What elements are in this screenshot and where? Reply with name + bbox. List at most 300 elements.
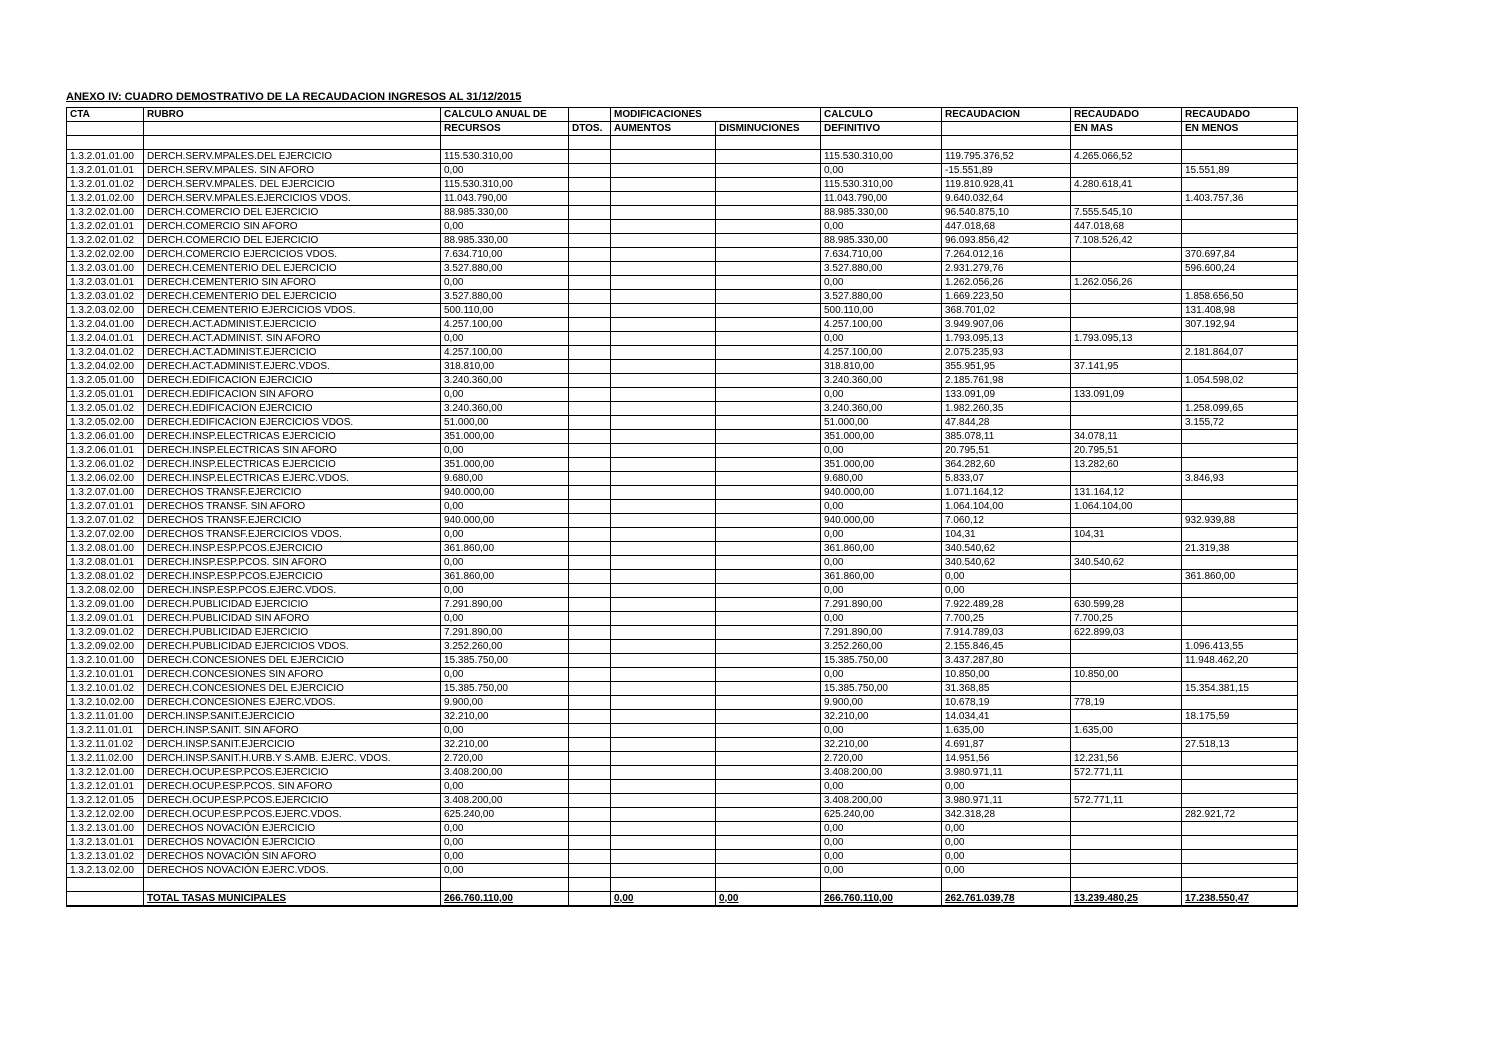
cell-recaudado_en_mas: 131.164,12 bbox=[1071, 486, 1182, 500]
cell-recaudado_en_menos bbox=[1182, 388, 1298, 402]
cell-rubro: DERECH.EDIFICACION EJERCICIO bbox=[144, 402, 441, 416]
cell-recaudado_en_mas: 12.231,56 bbox=[1071, 752, 1182, 766]
cell-calculo_anual_recursos: 3.408.200,00 bbox=[441, 766, 569, 780]
cell-calculo_anual_recursos: 500.110,00 bbox=[441, 304, 569, 318]
cell-aumentos bbox=[611, 486, 716, 500]
cell-recaudacion: 1.064.104,00 bbox=[942, 500, 1071, 514]
table-row bbox=[67, 500, 1298, 514]
cell-aumentos bbox=[611, 192, 716, 206]
cell-disminuciones bbox=[716, 178, 821, 192]
cell-disminuciones bbox=[716, 822, 821, 836]
cell-cta: 1.3.2.13.02.00 bbox=[67, 864, 144, 878]
cell-rubro: DERECH.CONCESIONES EJERC.VDOS. bbox=[144, 696, 441, 710]
cell-calculo_anual_recursos: 940.000,00 bbox=[441, 514, 569, 528]
cell-disminuciones bbox=[716, 864, 821, 878]
cell-recaudacion: 7.700,25 bbox=[942, 612, 1071, 626]
cell-recaudado_en_menos bbox=[1182, 584, 1298, 598]
cell-calculo_definitivo: 4.257.100,00 bbox=[821, 318, 942, 332]
table-row bbox=[67, 220, 1298, 234]
cell-recaudado_en_menos: 932.939,88 bbox=[1182, 514, 1298, 528]
cell-dtos bbox=[569, 500, 611, 514]
cell-cta: 1.3.2.09.01.01 bbox=[67, 612, 144, 626]
cell-rubro: DERCH.SERV.MPALES.EJERCICIOS VDOS. bbox=[144, 192, 441, 206]
cell-calculo_definitivo: 0,00 bbox=[821, 780, 942, 794]
cell-recaudacion: 14.034,41 bbox=[942, 710, 1071, 724]
cell-calculo_anual_recursos: 0,00 bbox=[441, 500, 569, 514]
cell-calculo_anual_recursos: 3.240.360,00 bbox=[441, 402, 569, 416]
cell-recaudado_en_menos bbox=[1182, 626, 1298, 640]
cell-cta: 1.3.2.02.02.00 bbox=[67, 248, 144, 262]
cell-calculo_anual_recursos: 625.240,00 bbox=[441, 808, 569, 822]
cell-aumentos bbox=[611, 570, 716, 584]
cell-recaudacion: 385.078,11 bbox=[942, 430, 1071, 444]
cell-cta: 1.3.2.11.01.02 bbox=[67, 738, 144, 752]
cell-recaudacion: 4.691,87 bbox=[942, 738, 1071, 752]
cell-calculo_anual_recursos: 940.000,00 bbox=[441, 486, 569, 500]
table-row bbox=[67, 780, 1298, 794]
cell-recaudado_en_mas bbox=[1071, 346, 1182, 360]
cell-rubro: DERECH.EDIFICACION SIN AFORO bbox=[144, 388, 441, 402]
cell-recaudado_en_mas bbox=[1071, 822, 1182, 836]
cell-rubro: DERECH.CEMENTERIO DEL EJERCICIO bbox=[144, 262, 441, 276]
cell-calculo_definitivo: 15.385.750,00 bbox=[821, 682, 942, 696]
cell-recaudacion: 447.018,68 bbox=[942, 220, 1071, 234]
col-header-dtos-blank bbox=[569, 108, 611, 122]
cell-dtos bbox=[569, 780, 611, 794]
cell-recaudado_en_mas: 572.771,11 bbox=[1071, 794, 1182, 808]
cell-calculo_definitivo: 0,00 bbox=[821, 836, 942, 850]
cell-calculo_anual_recursos: 9.680,00 bbox=[441, 472, 569, 486]
table-row bbox=[67, 822, 1298, 836]
cell-calculo_anual_recursos: 4.257.100,00 bbox=[441, 346, 569, 360]
cell-calculo_anual_recursos: 0,00 bbox=[441, 668, 569, 682]
cell-cta: 1.3.2.03.02.00 bbox=[67, 304, 144, 318]
table-row bbox=[67, 514, 1298, 528]
cell-aumentos bbox=[611, 710, 716, 724]
cell-disminuciones bbox=[716, 710, 821, 724]
cell-recaudacion: 3.949.907,06 bbox=[942, 318, 1071, 332]
cell-recaudacion: 47.844,28 bbox=[942, 416, 1071, 430]
cell-rubro: DERCH.INSP.SANIT.H.URB.Y S.AMB. EJERC. VDOS. bbox=[144, 752, 441, 766]
col-header-recaudacion: RECAUDACION bbox=[942, 108, 1071, 122]
cell-dtos bbox=[569, 206, 611, 220]
cell-aumentos bbox=[611, 682, 716, 696]
cell-calculo_definitivo: 0,00 bbox=[821, 864, 942, 878]
cell-recaudado_en_menos bbox=[1182, 500, 1298, 514]
cell-disminuciones bbox=[716, 374, 821, 388]
cell-calculo_definitivo: 115.530.310,00 bbox=[821, 150, 942, 164]
cell-recaudado_en_menos bbox=[1182, 206, 1298, 220]
cell-aumentos bbox=[611, 472, 716, 486]
cell-dtos bbox=[569, 262, 611, 276]
cell-aumentos bbox=[611, 500, 716, 514]
cell-aumentos bbox=[611, 808, 716, 822]
cell-rubro: DERECHOS NOVACIÓN SIN AFORO bbox=[144, 850, 441, 864]
cell-cta: 1.3.2.07.01.00 bbox=[67, 486, 144, 500]
col-header-dtos: DTOS. bbox=[569, 122, 611, 136]
cell-recaudacion: 3.980.971,11 bbox=[942, 766, 1071, 780]
cell-rubro: DERECHOS TRANSF.EJERCICIO bbox=[144, 486, 441, 500]
cell-recaudacion: 340.540,62 bbox=[942, 556, 1071, 570]
cell-dtos bbox=[569, 542, 611, 556]
cell-recaudado_en_mas bbox=[1071, 248, 1182, 262]
col-header-cta: CTA bbox=[67, 108, 144, 122]
cell-rubro: DERECHOS TRANSF.EJERCICIO bbox=[144, 514, 441, 528]
cell-recaudado_en_menos bbox=[1182, 458, 1298, 472]
cell-aumentos bbox=[611, 528, 716, 542]
cell-calculo_anual_recursos: 361.860,00 bbox=[441, 542, 569, 556]
cell-aumentos bbox=[611, 374, 716, 388]
header-row-1 bbox=[67, 108, 1298, 122]
cell-calculo_anual_recursos: 11.043.790,00 bbox=[441, 192, 569, 206]
cell-calculo_definitivo: 0,00 bbox=[821, 822, 942, 836]
cell-aumentos bbox=[611, 850, 716, 864]
cell-calculo_definitivo: 3.252.260,00 bbox=[821, 640, 942, 654]
cell-cta: 1.3.2.08.01.02 bbox=[67, 570, 144, 584]
cell-recaudacion: 0,00 bbox=[942, 584, 1071, 598]
cell-recaudado_en_menos bbox=[1182, 150, 1298, 164]
cell-dtos bbox=[569, 640, 611, 654]
cell-recaudacion: 0,00 bbox=[942, 836, 1071, 850]
cell-calculo_anual_recursos: 0,00 bbox=[441, 332, 569, 346]
cell-cta: 1.3.2.10.01.02 bbox=[67, 682, 144, 696]
cell-recaudacion: 355.951,95 bbox=[942, 360, 1071, 374]
cell-recaudacion: 2.155.846,45 bbox=[942, 640, 1071, 654]
cell-calculo_definitivo: 9.900,00 bbox=[821, 696, 942, 710]
cell-recaudado_en_menos bbox=[1182, 598, 1298, 612]
cell-dtos bbox=[569, 374, 611, 388]
cell-cta: 1.3.2.05.01.01 bbox=[67, 388, 144, 402]
cell-cta: 1.3.2.05.02.00 bbox=[67, 416, 144, 430]
cell-calculo_anual_recursos: 0,00 bbox=[441, 864, 569, 878]
cell-recaudado_en_menos bbox=[1182, 766, 1298, 780]
cell-calculo_anual_recursos: 2.720,00 bbox=[441, 752, 569, 766]
cell-aumentos bbox=[611, 696, 716, 710]
cell-rubro: DERECH.INSP.ELECTRICAS EJERCICIO bbox=[144, 430, 441, 444]
cell-calculo_definitivo: 3.240.360,00 bbox=[821, 402, 942, 416]
cell-dtos bbox=[569, 150, 611, 164]
cell-recaudado_en_menos bbox=[1182, 724, 1298, 738]
cell-dtos bbox=[569, 192, 611, 206]
cell-recaudacion: 7.264.012,16 bbox=[942, 248, 1071, 262]
cell-dtos bbox=[569, 388, 611, 402]
table-row bbox=[67, 668, 1298, 682]
cell-cta: 1.3.2.11.01.00 bbox=[67, 710, 144, 724]
cell-aumentos bbox=[611, 724, 716, 738]
cell-recaudado_en_menos bbox=[1182, 836, 1298, 850]
cell-disminuciones bbox=[716, 766, 821, 780]
cell-disminuciones bbox=[716, 654, 821, 668]
col-header-disminuciones: DISMINUCIONES bbox=[716, 122, 821, 136]
table-row bbox=[67, 402, 1298, 416]
cell-calculo_anual_recursos: 0,00 bbox=[441, 556, 569, 570]
cell-cta: 1.3.2.06.02.00 bbox=[67, 472, 144, 486]
cell-dtos bbox=[569, 472, 611, 486]
cell-rubro: DERECH.INSP.ESP.PCOS.EJERC.VDOS. bbox=[144, 584, 441, 598]
cell-rubro: DERECHOS NOVACIÓN EJERCICIO bbox=[144, 836, 441, 850]
cell-aumentos bbox=[611, 402, 716, 416]
cell-recaudado_en_menos: 307.192,94 bbox=[1182, 318, 1298, 332]
table-row bbox=[67, 262, 1298, 276]
table-row bbox=[67, 164, 1298, 178]
table-row bbox=[67, 612, 1298, 626]
cell-recaudacion: 3.437.287,80 bbox=[942, 654, 1071, 668]
cell-calculo_anual_recursos: 3.240.360,00 bbox=[441, 374, 569, 388]
cell-recaudacion: 2.185.761,98 bbox=[942, 374, 1071, 388]
cell-aumentos bbox=[611, 262, 716, 276]
cell-recaudacion: 2.931.279,76 bbox=[942, 262, 1071, 276]
cell-disminuciones bbox=[716, 584, 821, 598]
cell-dtos bbox=[569, 332, 611, 346]
cell-calculo_anual_recursos: 0,00 bbox=[441, 388, 569, 402]
cell-aumentos bbox=[611, 766, 716, 780]
cell-dtos bbox=[569, 290, 611, 304]
cell-aumentos bbox=[611, 318, 716, 332]
cell-cta: 1.3.2.13.01.00 bbox=[67, 822, 144, 836]
cell-calculo_anual_recursos: 0,00 bbox=[441, 220, 569, 234]
cell-calculo_definitivo: 2.720,00 bbox=[821, 752, 942, 766]
cell-recaudado_en_mas bbox=[1071, 164, 1182, 178]
cell-calculo_anual_recursos: 0,00 bbox=[441, 850, 569, 864]
cell-aumentos bbox=[611, 542, 716, 556]
cell-recaudacion: 2.075.235,93 bbox=[942, 346, 1071, 360]
cell-cta: 1.3.2.04.02.00 bbox=[67, 360, 144, 374]
cell-calculo_anual_recursos: 9.900,00 bbox=[441, 696, 569, 710]
cell-rubro: DERECH.PUBLICIDAD SIN AFORO bbox=[144, 612, 441, 626]
cell-dtos bbox=[569, 752, 611, 766]
table-row bbox=[67, 332, 1298, 346]
cell-recaudado_en_menos: 3.155,72 bbox=[1182, 416, 1298, 430]
cell-dtos bbox=[569, 668, 611, 682]
total-row bbox=[67, 892, 1298, 907]
cell-dtos bbox=[569, 486, 611, 500]
cell-rubro: DERECH.PUBLICIDAD EJERCICIOS VDOS. bbox=[144, 640, 441, 654]
cell-dtos bbox=[569, 234, 611, 248]
cell-cta: 1.3.2.03.01.02 bbox=[67, 290, 144, 304]
cell-aumentos bbox=[611, 794, 716, 808]
cell-recaudado_en_menos: 282.921,72 bbox=[1182, 808, 1298, 822]
cell-recaudado_en_mas: 37.141,95 bbox=[1071, 360, 1182, 374]
cell-recaudado_en_mas bbox=[1071, 290, 1182, 304]
cell-recaudacion: 7.060,12 bbox=[942, 514, 1071, 528]
cell-cta: 1.3.2.09.01.00 bbox=[67, 598, 144, 612]
table-row bbox=[67, 626, 1298, 640]
cell-recaudado_en_mas bbox=[1071, 514, 1182, 528]
cell-disminuciones bbox=[716, 598, 821, 612]
cell-dtos bbox=[569, 724, 611, 738]
cell-recaudado_en_menos bbox=[1182, 430, 1298, 444]
cell-aumentos bbox=[611, 864, 716, 878]
cell-dtos bbox=[569, 738, 611, 752]
table-row bbox=[67, 696, 1298, 710]
cell-calculo_anual_recursos: 32.210,00 bbox=[441, 738, 569, 752]
cell-aumentos bbox=[611, 598, 716, 612]
cell-calculo_definitivo: 9.680,00 bbox=[821, 472, 942, 486]
cell-aumentos bbox=[611, 206, 716, 220]
cell-dtos bbox=[569, 346, 611, 360]
cell-calculo_definitivo: 361.860,00 bbox=[821, 542, 942, 556]
cell-recaudado_en_mas bbox=[1071, 654, 1182, 668]
cell-cta: 1.3.2.12.02.00 bbox=[67, 808, 144, 822]
cell-calculo_definitivo: 625.240,00 bbox=[821, 808, 942, 822]
cell-recaudado_en_menos bbox=[1182, 220, 1298, 234]
cell-disminuciones bbox=[716, 612, 821, 626]
cell-aumentos bbox=[611, 430, 716, 444]
col-header-modificaciones: MODIFICACIONES bbox=[611, 108, 821, 122]
cell-disminuciones bbox=[716, 192, 821, 206]
cell-dtos bbox=[569, 808, 611, 822]
table-row bbox=[67, 864, 1298, 878]
cell-dtos bbox=[569, 682, 611, 696]
cell-recaudacion: 5.833,07 bbox=[942, 472, 1071, 486]
cell-calculo_definitivo: 88.985.330,00 bbox=[821, 206, 942, 220]
cell-recaudado_en_mas bbox=[1071, 738, 1182, 752]
cell-dtos bbox=[569, 864, 611, 878]
cell-cta: 1.3.2.03.01.01 bbox=[67, 276, 144, 290]
cell-dtos bbox=[569, 822, 611, 836]
cell-recaudacion: 9.640.032,64 bbox=[942, 192, 1071, 206]
cell-recaudacion: 368.701,02 bbox=[942, 304, 1071, 318]
cell-calculo_anual_recursos: 115.530.310,00 bbox=[441, 178, 569, 192]
cell-calculo_definitivo: 4.257.100,00 bbox=[821, 346, 942, 360]
table-row bbox=[67, 388, 1298, 402]
cell-rubro: DERECH.CEMENTERIO EJERCICIOS VDOS. bbox=[144, 304, 441, 318]
col-header-recaudado-mas-line2: EN MAS bbox=[1071, 122, 1182, 136]
cell-recaudado_en_menos: 21.319,38 bbox=[1182, 542, 1298, 556]
cell-cta: 1.3.2.05.01.00 bbox=[67, 374, 144, 388]
cell-rubro: DERECH.CEMENTERIO SIN AFORO bbox=[144, 276, 441, 290]
cell-calculo_definitivo: 0,00 bbox=[821, 500, 942, 514]
col-header-calculo-anual-line2: RECURSOS bbox=[441, 122, 569, 136]
cell-rubro: DERECH.CONCESIONES SIN AFORO bbox=[144, 668, 441, 682]
cell-aumentos bbox=[611, 612, 716, 626]
cell-recaudacion: 1.793.095,13 bbox=[942, 332, 1071, 346]
cell-rubro: DERCH.COMERCIO EJERCICIOS VDOS. bbox=[144, 248, 441, 262]
cell-calculo_definitivo: 88.985.330,00 bbox=[821, 234, 942, 248]
cell-disminuciones bbox=[716, 836, 821, 850]
cell-disminuciones bbox=[716, 416, 821, 430]
cell-calculo_definitivo: 3.240.360,00 bbox=[821, 374, 942, 388]
cell-cta: 1.3.2.01.01.01 bbox=[67, 164, 144, 178]
cell-cta: 1.3.2.04.01.00 bbox=[67, 318, 144, 332]
cell-disminuciones bbox=[716, 514, 821, 528]
cell-recaudado_en_menos: 1.096.413,55 bbox=[1182, 640, 1298, 654]
cell-calculo_anual_recursos: 3.527.880,00 bbox=[441, 290, 569, 304]
cell-aumentos bbox=[611, 220, 716, 234]
total-cell-cta bbox=[67, 892, 144, 907]
cell-dtos bbox=[569, 626, 611, 640]
cell-dtos bbox=[569, 528, 611, 542]
cell-calculo_anual_recursos: 351.000,00 bbox=[441, 430, 569, 444]
cell-dtos bbox=[569, 304, 611, 318]
cell-recaudacion: 104,31 bbox=[942, 528, 1071, 542]
total-cell-dtos bbox=[569, 892, 611, 907]
cell-aumentos bbox=[611, 752, 716, 766]
cell-rubro: DERECH.OCUP.ESP.PCOS.EJERCICIO bbox=[144, 794, 441, 808]
table-row bbox=[67, 248, 1298, 262]
cell-rubro: DERECH.EDIFICACION EJERCICIOS VDOS. bbox=[144, 416, 441, 430]
cell-dtos bbox=[569, 276, 611, 290]
cell-disminuciones bbox=[716, 696, 821, 710]
cell-recaudado_en_mas bbox=[1071, 192, 1182, 206]
col-header-recaudado-menos-line1: RECAUDADO bbox=[1182, 108, 1298, 122]
cell-aumentos bbox=[611, 276, 716, 290]
cell-disminuciones bbox=[716, 472, 821, 486]
cell-rubro: DERECH.CONCESIONES DEL EJERCICIO bbox=[144, 654, 441, 668]
cell-recaudado_en_mas bbox=[1071, 640, 1182, 654]
table-row bbox=[67, 458, 1298, 472]
cell-disminuciones bbox=[716, 402, 821, 416]
col-header-calculo-line2: DEFINITIVO bbox=[821, 122, 942, 136]
cell-recaudacion: -15.551,89 bbox=[942, 164, 1071, 178]
cell-dtos bbox=[569, 612, 611, 626]
cell-rubro: DERECH.INSP.ESP.PCOS.EJERCICIO bbox=[144, 542, 441, 556]
table-row bbox=[67, 234, 1298, 248]
cell-cta: 1.3.2.01.01.02 bbox=[67, 178, 144, 192]
cell-recaudado_en_mas: 104,31 bbox=[1071, 528, 1182, 542]
table-row bbox=[67, 150, 1298, 164]
cell-recaudacion: 0,00 bbox=[942, 780, 1071, 794]
cell-rubro: DERECH.INSP.ELECTRICAS SIN AFORO bbox=[144, 444, 441, 458]
cell-calculo_definitivo: 15.385.750,00 bbox=[821, 654, 942, 668]
col-header-recaudado-menos-line2: EN MENOS bbox=[1182, 122, 1298, 136]
cell-recaudado_en_mas: 4.265.066,52 bbox=[1071, 150, 1182, 164]
cell-calculo_definitivo: 3.408.200,00 bbox=[821, 794, 942, 808]
cell-aumentos bbox=[611, 738, 716, 752]
cell-recaudado_en_menos bbox=[1182, 780, 1298, 794]
cell-recaudacion: 1.982.260,35 bbox=[942, 402, 1071, 416]
cell-recaudado_en_menos bbox=[1182, 332, 1298, 346]
cell-aumentos bbox=[611, 626, 716, 640]
cell-recaudado_en_menos bbox=[1182, 234, 1298, 248]
cell-disminuciones bbox=[716, 388, 821, 402]
cell-calculo_definitivo: 3.527.880,00 bbox=[821, 262, 942, 276]
table-row bbox=[67, 276, 1298, 290]
table-row bbox=[67, 766, 1298, 780]
cell-recaudado_en_mas bbox=[1071, 318, 1182, 332]
cell-disminuciones bbox=[716, 850, 821, 864]
cell-aumentos bbox=[611, 178, 716, 192]
cell-recaudado_en_mas bbox=[1071, 682, 1182, 696]
table-row bbox=[67, 528, 1298, 542]
cell-dtos bbox=[569, 598, 611, 612]
cell-cta: 1.3.2.02.01.01 bbox=[67, 220, 144, 234]
cell-disminuciones bbox=[716, 486, 821, 500]
col-header-recaudado-mas-line1: RECAUDADO bbox=[1071, 108, 1182, 122]
cell-calculo_definitivo: 0,00 bbox=[821, 276, 942, 290]
cell-dtos bbox=[569, 850, 611, 864]
cell-disminuciones bbox=[716, 290, 821, 304]
cell-calculo_definitivo: 0,00 bbox=[821, 724, 942, 738]
cell-recaudado_en_menos: 131.408,98 bbox=[1182, 304, 1298, 318]
cell-recaudacion: 10.850,00 bbox=[942, 668, 1071, 682]
cell-cta: 1.3.2.04.01.02 bbox=[67, 346, 144, 360]
cell-disminuciones bbox=[716, 724, 821, 738]
cell-calculo_definitivo: 0,00 bbox=[821, 612, 942, 626]
cell-dtos bbox=[569, 794, 611, 808]
cell-cta: 1.3.2.07.02.00 bbox=[67, 528, 144, 542]
cell-recaudado_en_mas: 10.850,00 bbox=[1071, 668, 1182, 682]
cell-calculo_definitivo: 7.291.890,00 bbox=[821, 598, 942, 612]
cell-calculo_anual_recursos: 0,00 bbox=[441, 584, 569, 598]
cell-recaudado_en_menos: 1.403.757,36 bbox=[1182, 192, 1298, 206]
cell-rubro: DERECH.PUBLICIDAD EJERCICIO bbox=[144, 598, 441, 612]
cell-recaudacion: 340.540,62 bbox=[942, 542, 1071, 556]
cell-recaudado_en_menos: 18.175,59 bbox=[1182, 710, 1298, 724]
cell-calculo_definitivo: 32.210,00 bbox=[821, 710, 942, 724]
cell-recaudado_en_menos bbox=[1182, 486, 1298, 500]
cell-dtos bbox=[569, 318, 611, 332]
